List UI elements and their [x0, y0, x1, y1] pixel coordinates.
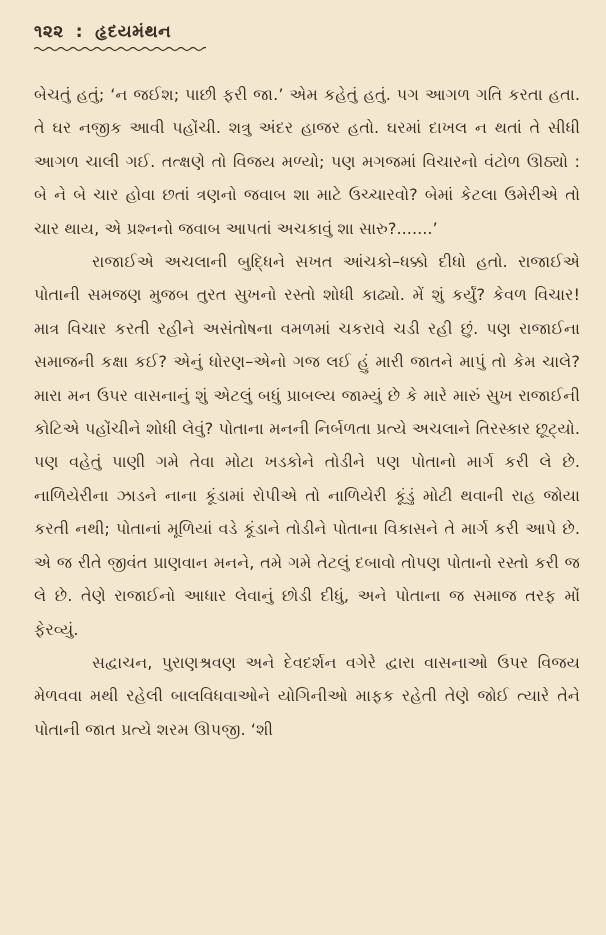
paragraph: સદ્વાચન, પુરાણશ્રવણ અને દેવદર્શન વગેરે દ્વારા વાસનાઓ ઉપર વિજય મેળવવા મથી રહેલી બાલવિધવાઓને યોગિનીઓ માફક રહેતી તેણે જોઈ ત્યારે તેને પોતાની જાત પ્રત્યે શરમ ઊપજી. ‘શી	[34, 652, 580, 739]
running-header	[34, 22, 580, 42]
paragraph: રાજાઈએ અચલાની બુદ્ધિને સખત આંચકો–ધક્કો દીધો હતો. રાજાઈએ પોતાની સમજણ મુજબ તુરત સુખનો રસ્તો શોધી કાઢ્યો. મેં શું કર્યું? કેવળ વિચાર! માત્ર વિચાર કરતી રહીને અસંતોષના વમળમાં ચકરાવે ચડી રહી છું. પણ રાજાઈના સમાજની કક્ષા કઈ? એનું ધોરણ–એનો ગજ લઈ હું મારી જાતને માપું તો કેમ ચાલે? મારા મન ઉપર વાસનાનું શું એટલું બધું પ્રાબલ્ય જામ્યું છે કે મારે મારું સુખ રાજાઈની કોટિએ પહોંચીને શોધી લેવું? પોતાના મનની નિર્બળતા પ્રત્યે અચલાને તિરસ્કાર છૂટ્યો. પણ વહેતું પાણી ગમે તેવા મોટા ખડકોને તોડીને પણ પોતાનો માર્ગ કરી લે છે. નાળિયેરીના ઝાડને નાના કૂંડામાં રોપીએ તો નાળિયેરી કૂંડું મોટી થવાની રાહ જોયા કરતી નથી; પોતાનાં મૂળિયાં વડે કૂંડાને તોડીને પોતાના વિકાસને તે માર્ગ કરી આપે છે. એ જ રીતે જીવંત પ્રાણવાન મનને, તમે ગમે તેટલું દબાવો તોપણ પોતાનો રસ્તો કરી જ લે છે. તેણે રાજાઈનો આધાર લેવાનું છોડી દીધું, અને પોતાના જ સમાજ તરફ મોં ફેરવ્યું.	[34, 252, 580, 639]
body-text	[34, 78, 580, 746]
paragraph-continued: બેચતું હતું; ‘ન જઈશ; પાછી ફરી જા.’ એમ કહેતું હતું. પગ આગળ ગતિ કરતા હતા. તે ઘર નજીક આવી પહોંચી. શત્રુ અંદર હાજર હતો. ઘરમાં દાખલ ન થતાં તે સીધી આગળ ચાલી ગઈ. તત્ક્ષણે તો વિજય મળ્યો; પણ મગજમાં વિચારનો વંટોળ ઊઠ્યો : બે ને બે ચાર હોવા છતાં ત્રણનો જવાબ શા માટે ઉચ્ચારવો? બેમાં કેટલા ઉમેરીએ તો ચાર થાય, એ પ્રશ્નનો જવાબ આપતાં અચકાવું શા સારુ?.......’	[34, 85, 580, 238]
book-title: હૃદયમંથન	[95, 22, 172, 42]
header-separator: :	[75, 22, 84, 42]
header-wavy-rule	[34, 46, 206, 52]
page-number: ૧૨૨	[34, 22, 64, 42]
